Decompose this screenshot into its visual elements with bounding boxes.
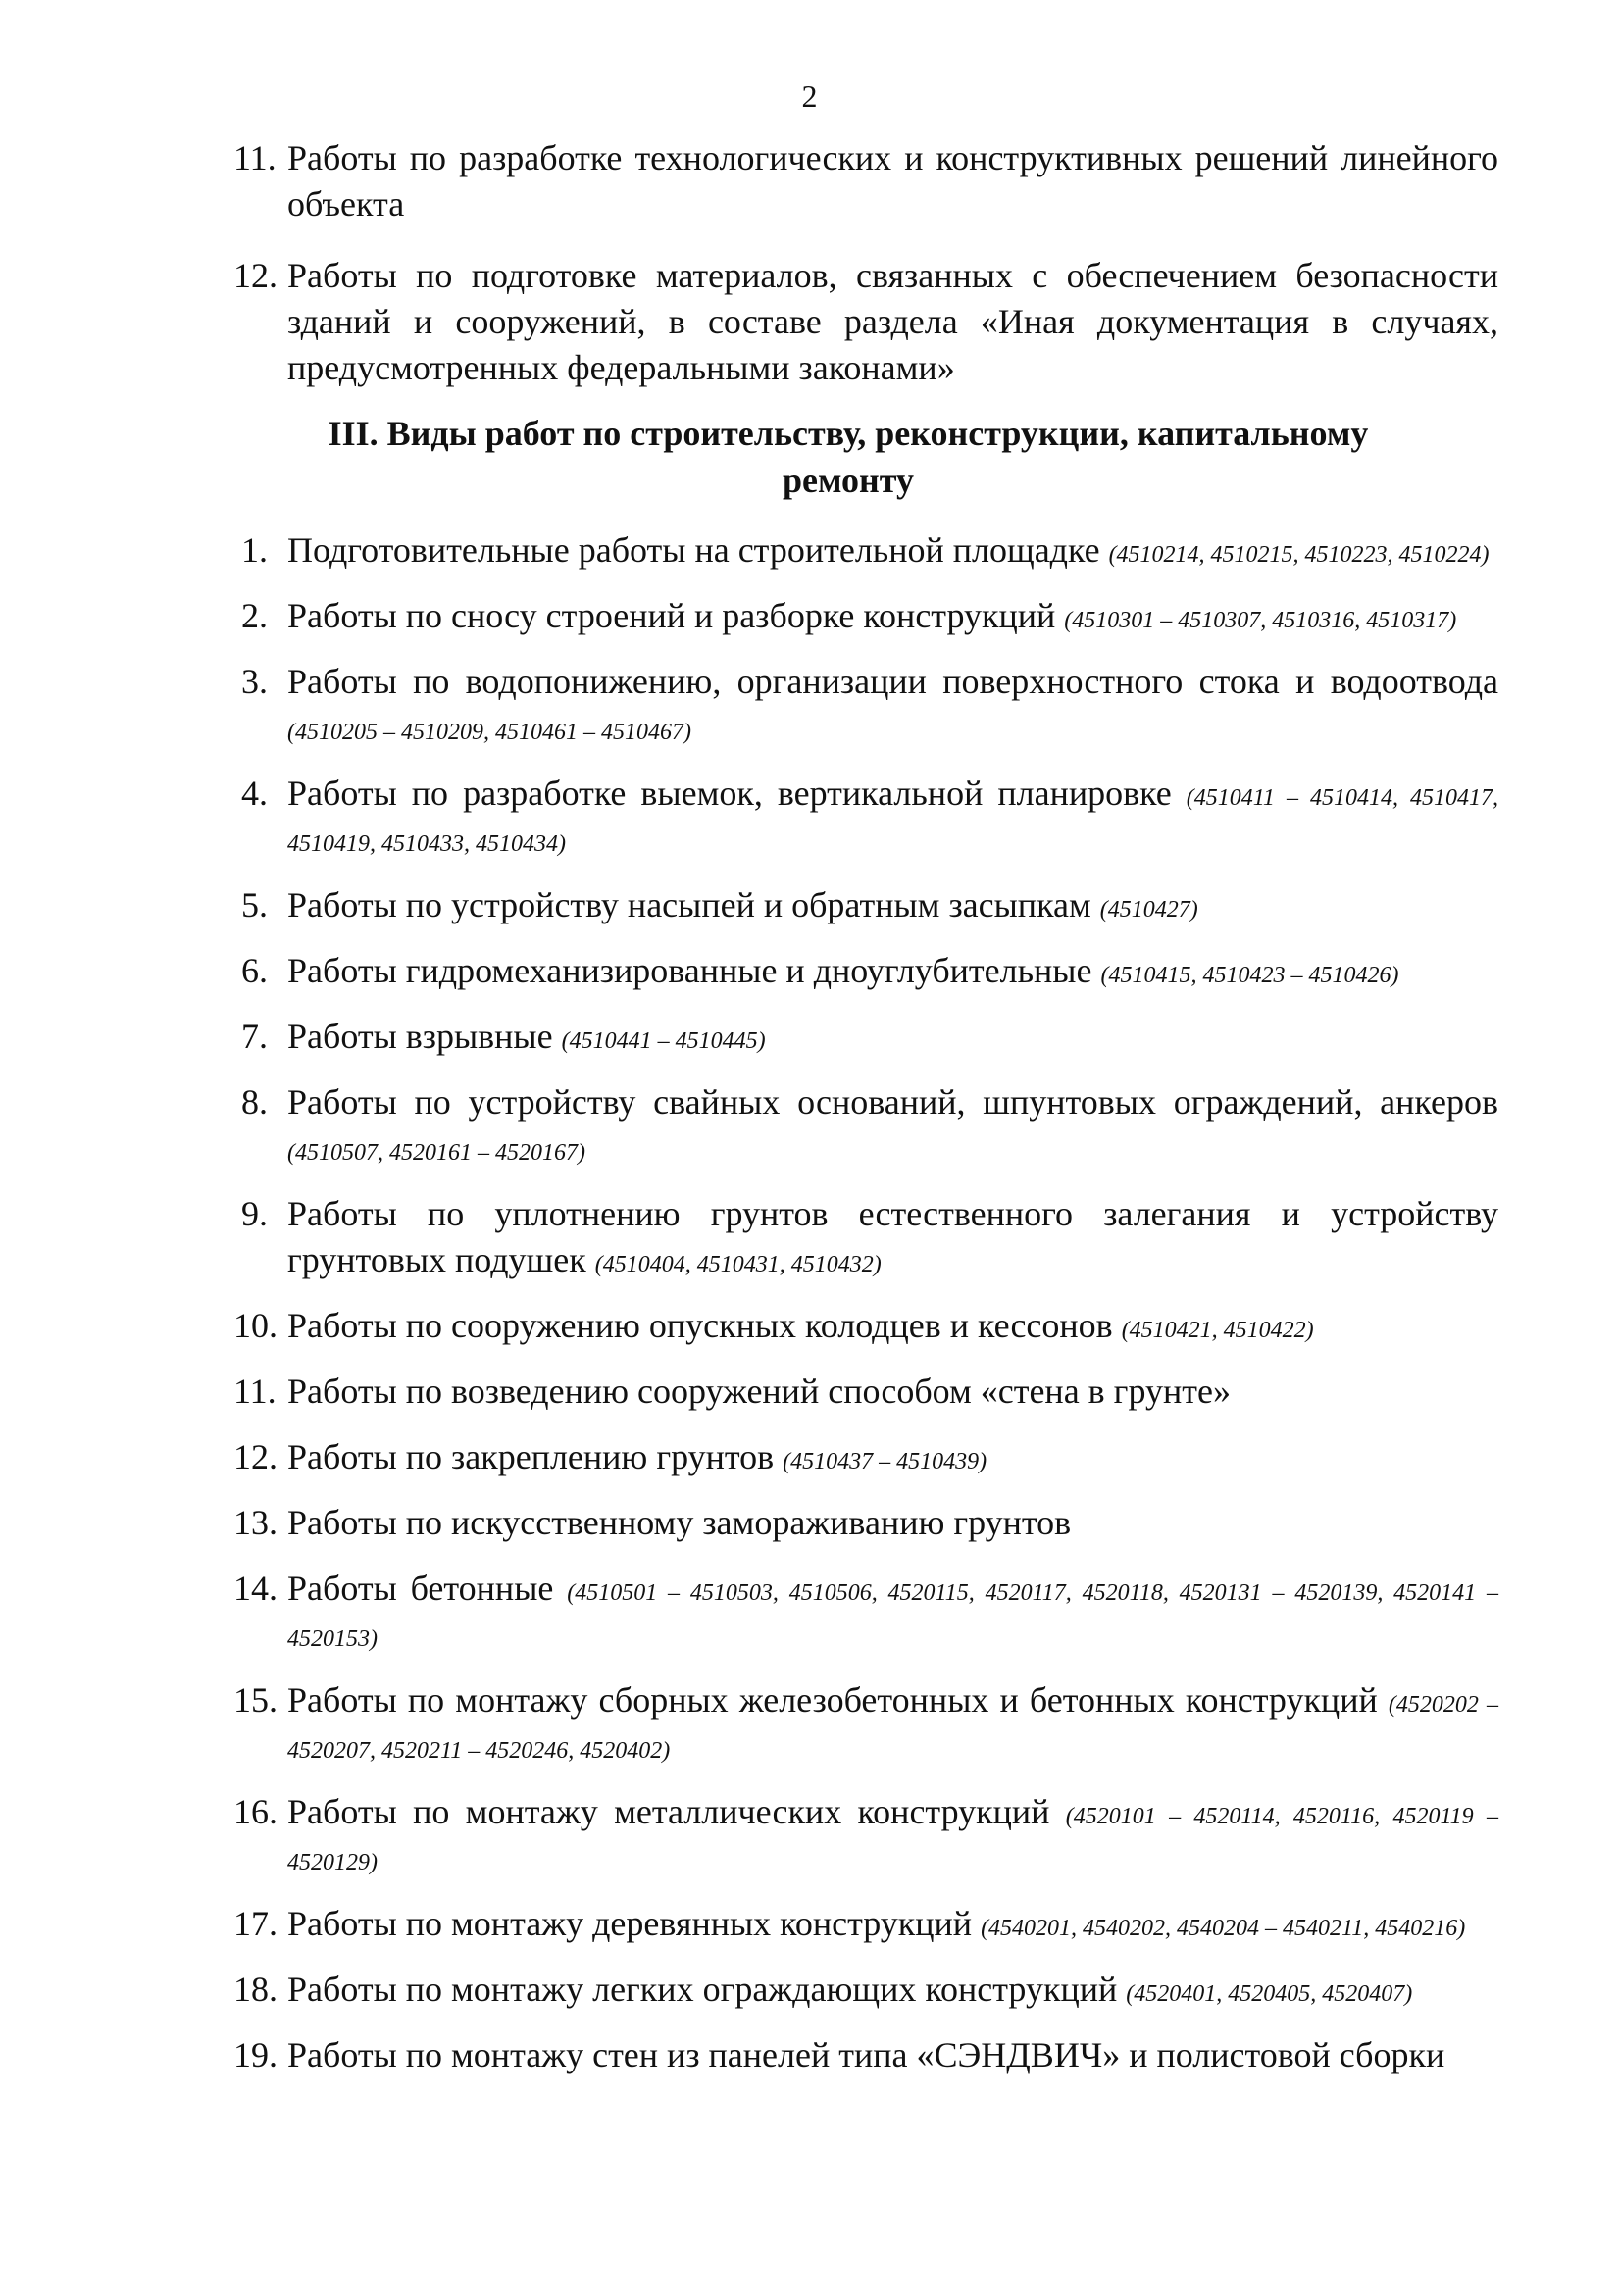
list-item (233, 948, 1498, 994)
item-text: Работы по монтажу стен из панелей типа «СЭНДВИЧ» и полистовой сборки (287, 2035, 1445, 2074)
item-number: 10. (233, 1306, 278, 1345)
item-codes: (4520101 – 4520114, 4520116, 4520119 – 4520129) (287, 1804, 1499, 1875)
item-number: 15. (233, 1680, 278, 1720)
item-text: Работы по разработке выемок, вертикальной планировке (287, 774, 1172, 813)
item-number: 9. (241, 1194, 268, 1233)
list-item (233, 1566, 1498, 1658)
item-codes: (4510404, 4510431, 4510432) (594, 1252, 882, 1277)
item-text: Работы бетонные (287, 1569, 554, 1608)
item-text: Работы по монтажу легких ограждающих конструкций (287, 1970, 1118, 2009)
item-number: 2. (241, 596, 268, 635)
list-item (233, 253, 1498, 391)
item-text: Работы по монтажу металлических конструкций (287, 1792, 1050, 1831)
list-item (233, 1369, 1498, 1415)
item-number: 13. (233, 1503, 278, 1542)
item-text: Работы по монтажу сборных железобетонных и бетонных конструкций (287, 1680, 1378, 1720)
item-text: Работы гидромеханизированные и дноуглубительные (287, 951, 1092, 990)
item-codes: (4510214, 4510215, 4510223, 4510224) (1108, 542, 1490, 568)
item-number: 5. (241, 885, 268, 924)
section-heading: III. Виды работ по строительству, реконструкции, капитальному ремонту (328, 414, 1369, 500)
item-number: 18. (233, 1970, 278, 2009)
item-text: Работы по уплотнению грунтов естественного залегания и устройству грунтовых подушек (287, 1194, 1498, 1279)
item-text: Работы взрывные (287, 1017, 553, 1056)
list-item (233, 1434, 1498, 1480)
item-codes: (4510427) (1099, 897, 1198, 923)
item-codes: (4540201, 4540202, 4540204 – 4540211, 4540216) (981, 1916, 1466, 1941)
item-text: Подготовительные работы на строительной площадке (287, 530, 1100, 570)
item-number: 14. (233, 1569, 278, 1608)
item-codes: (4510411 – 4510414, 4510417, 4510419, 4510433, 4510434) (287, 785, 1498, 857)
item-number: 4. (241, 774, 268, 813)
construction-works-list (233, 527, 1498, 2098)
list-item (233, 2032, 1498, 2078)
design-works-list (233, 135, 1498, 417)
list-item (233, 1677, 1498, 1770)
item-text: Работы по возведению сооружений способом «стена в грунте» (287, 1372, 1231, 1411)
item-number: 8. (241, 1082, 268, 1122)
list-item (233, 882, 1498, 928)
item-text: Работы по водопонижению, организации поверхностного стока и водоотвода (287, 662, 1498, 701)
list-item (233, 1191, 1498, 1283)
item-text: Работы по устройству насыпей и обратным засыпкам (287, 885, 1091, 924)
item-codes: (4520401, 4520405, 4520407) (1126, 1981, 1413, 2007)
item-number: 11. (233, 1372, 277, 1411)
item-codes: (4510421, 4510422) (1121, 1318, 1314, 1343)
list-item (233, 1967, 1498, 2013)
item-number: 7. (241, 1017, 268, 1056)
list-item (233, 1014, 1498, 1060)
item-text: Работы по сносу строений и разборке конструкций (287, 596, 1056, 635)
item-number: 1. (241, 530, 268, 570)
item-number: 11. (233, 138, 277, 177)
item-number: 17. (233, 1904, 278, 1943)
list-item (233, 1303, 1498, 1349)
item-codes: (4520202 – 4520207, 4520211 – 4520246, 4520402) (287, 1692, 1498, 1764)
item-text: Работы по закреплению грунтов (287, 1437, 775, 1476)
item-text: Работы по разработке технологических и конструктивных решений линейного объекта (287, 138, 1498, 224)
item-codes: (4510437 – 4510439) (783, 1449, 987, 1474)
list-item (233, 527, 1498, 574)
item-codes: (4510415, 4510423 – 4510426) (1100, 963, 1399, 988)
list-item (233, 1901, 1498, 1947)
item-codes: (4510301 – 4510307, 4510316, 4510317) (1064, 608, 1457, 633)
list-item (233, 771, 1498, 863)
item-text: Работы по искусственному замораживанию грунтов (287, 1503, 1072, 1542)
item-text: Работы по подготовке материалов, связанных с обеспечением безопасности зданий и сооружений, в составе раздела «Иная документация в случаях, предусмотренных федеральными законами» (287, 256, 1498, 387)
item-number: 6. (241, 951, 268, 990)
item-codes: (4510205 – 4510209, 4510461 – 4510467) (287, 720, 691, 745)
item-text: Работы по устройству свайных оснований, шпунтовых ограждений, анкеров (287, 1082, 1498, 1122)
item-number: 16. (233, 1792, 278, 1831)
item-number: 3. (241, 662, 268, 701)
item-number: 19. (233, 2035, 278, 2074)
list-item (233, 1079, 1498, 1172)
item-codes: (4510507, 4520161 – 4520167) (287, 1140, 585, 1166)
list-item (233, 659, 1498, 751)
list-item (233, 1789, 1498, 1881)
list-item (233, 593, 1498, 639)
list-item (233, 1500, 1498, 1546)
item-text: Работы по монтажу деревянных конструкций (287, 1904, 973, 1943)
item-codes: (4510441 – 4510445) (561, 1028, 766, 1054)
item-number: 12. (233, 1437, 278, 1476)
page-number: 2 (801, 78, 818, 114)
item-number: 12. (233, 256, 278, 295)
item-codes: (4510501 – 4510503, 4510506, 4520115, 4520117, 4520118, 4520131 – 4520139, 4520141 – 4520153) (287, 1580, 1499, 1652)
item-text: Работы по сооружению опускных колодцев и кессонов (287, 1306, 1113, 1345)
list-item (233, 135, 1498, 227)
